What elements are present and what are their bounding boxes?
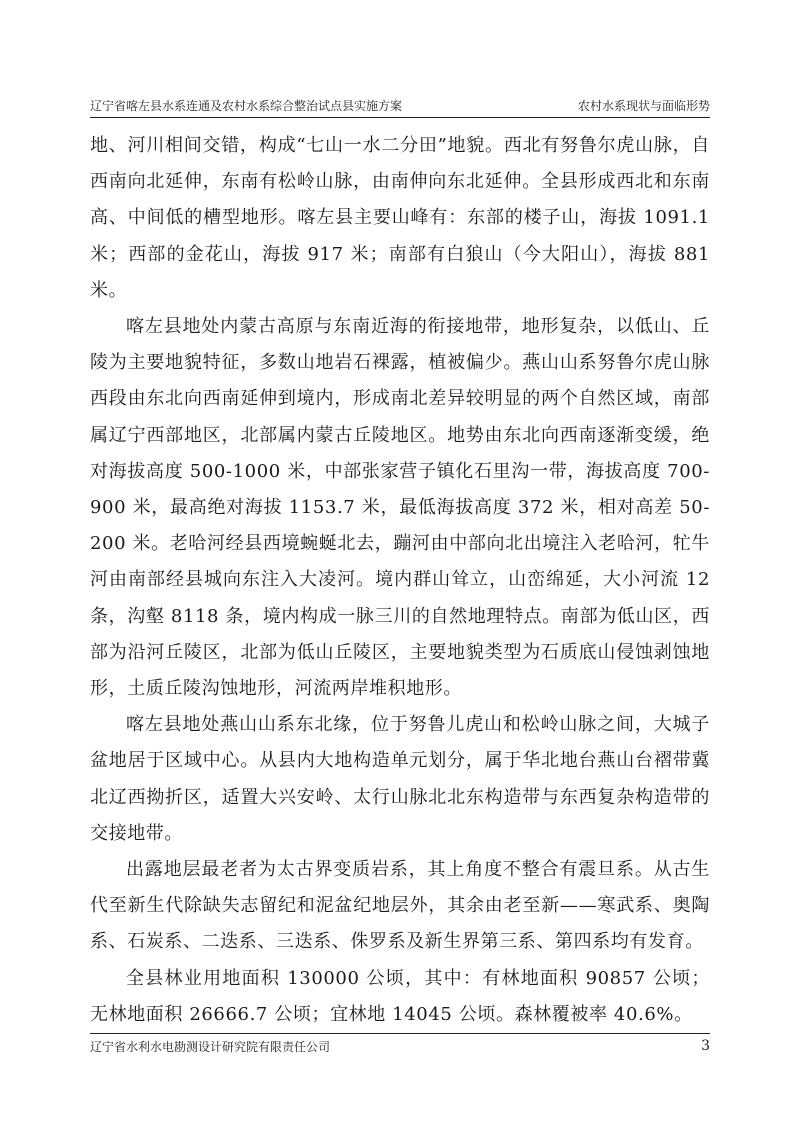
paragraph-terrain-overview: 地、河川相间交错，构成“七山一水二分田”地貌。西北有努鲁尔虎山脉，自西南向北延伸，东南有松岭山脉，由南伸向东北延伸。全县形成西北和东南高、中间低的槽型地形。喀左县主要山峰有：东部的楼子山，海拔 1091.1 米；西部的金花山，海拔 917 米；南部有白狼山（今大阳山），海拔 881 米。 bbox=[90, 135, 710, 301]
paragraph-forestry: 全县林业用地面积 130000 公顷，其中：有林地面积 90857 公顷；无林地面积 26666.7 公顷；宜林地 14045 公顷。森林覆被率 40.6%。 bbox=[90, 967, 710, 1025]
paragraph-geologic-structure: 喀左县地处燕山山系东北缘，位于努鲁儿虎山和松岭山脉之间，大城子盆地居于区域中心。从县内大地构造单元划分，属于华北地台燕山台褶带冀北辽西拗折区，适置大兴安岭、太行山脉北北东构造带与东西复杂构造带的交接地带。 bbox=[90, 714, 710, 844]
page-number: 3 bbox=[701, 1038, 710, 1054]
page-body bbox=[90, 128, 710, 1033]
header-document-title: 辽宁省喀左县水系连通及农村水系综合整治试点县实施方案 bbox=[90, 99, 403, 113]
paragraph-strata: 出露地层最老者为太古界变质岩系，其上角度不整合有震旦系。从古生代至新生代除缺失志留纪和泥盆纪地层外，其余由老至新——寒武系、奥陶系、石炭系、二迭系、三迭系、侏罗系及新生界第三系、第四系均有发育。 bbox=[90, 859, 710, 953]
footer-company-name: 辽宁省水利水电勘测设计研究院有限责任公司 bbox=[90, 1040, 331, 1054]
paragraph-landform-features: 喀左县地处内蒙古高原与东南近海的衔接地带，地形复杂，以低山、丘陵为主要地貌特征，多数山地岩石裸露，植被偏少。燕山山系努鲁尔虎山脉西段由东北向西南延伸到境内，形成南北差异较明显的两个自然区域，南部属辽宁西部地区，北部属内蒙古丘陵地区。地势由东北向西南逐渐变缓，绝对海拔高度 500-1000 米，中部张家营子镇化石里沟一带，海拔高度 700-900 米，最高绝对海拔 1153.7 米，最低海拔高度 372 米，相对高差 50-200 米。老哈河经县西境蜿蜒北去，蹦河由中部向北出境注入老哈河，牤牛河由南部经县城向东注入大凌河。境内群山耸立，山峦绵延，大小河流 12 条，沟壑 8118 条，境内构成一脉三川的自然地理特点。南部为低山区，西部为沿河丘陵区，北部为低山丘陵区，主要地貌类型为石质底山侵蚀剥蚀地形，土质丘陵沟蚀地形，河流两岸堆积地形。 bbox=[90, 316, 710, 700]
page-footer bbox=[90, 1033, 710, 1062]
page-header bbox=[90, 92, 710, 118]
header-section-title: 农村水系现状与面临形势 bbox=[577, 99, 710, 113]
